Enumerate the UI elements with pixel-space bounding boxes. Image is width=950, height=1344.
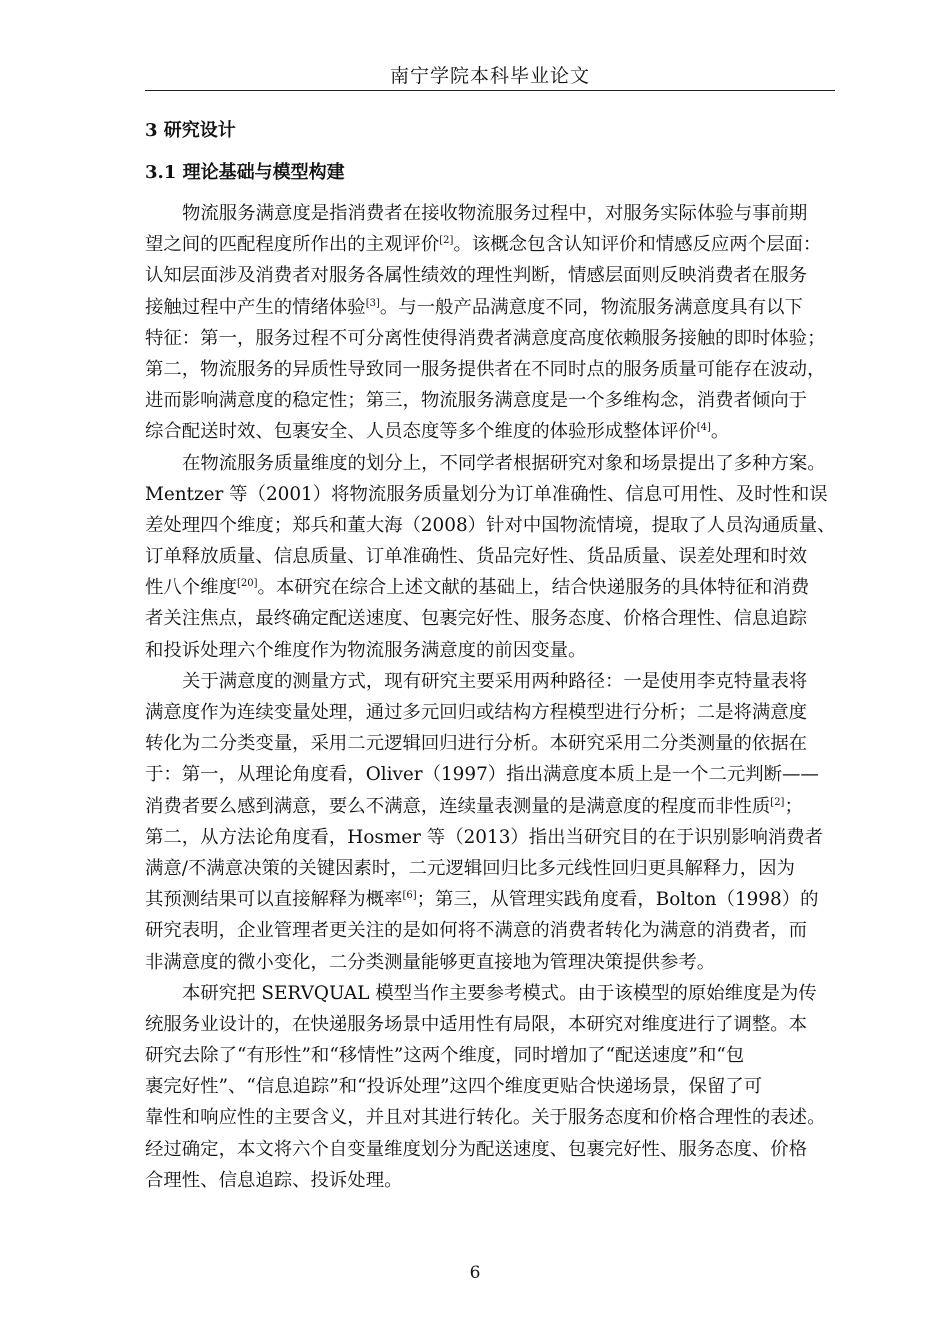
- line-text: 靠性和响应性的主要含义，并且对其进行转化。关于服务态度和价格合理性的表述。: [145, 1107, 826, 1129]
- text-line: [145, 260, 835, 291]
- text-line: [145, 229, 835, 260]
- text-line: [145, 1009, 835, 1040]
- page-number: 6: [469, 1263, 481, 1283]
- line-text-tail: ；: [784, 795, 803, 817]
- citation-superscript: [2]: [439, 235, 454, 247]
- text-line: [145, 198, 835, 229]
- line-text: 经过确定，本文将六个自变量维度划分为配送速度、包裹完好性、服务态度、价格: [145, 1138, 808, 1160]
- text-line: [145, 759, 835, 790]
- line-text: 者关注焦点，最终确定配送速度、包裹完好性、服务态度、价格合理性、信息追踪: [145, 608, 808, 630]
- main-content: [145, 116, 835, 1196]
- line-text: 研究去除了“有形性”和“移情性”这两个维度，同时增加了“配送速度”和“包: [145, 1045, 745, 1067]
- text-line: [145, 354, 835, 385]
- line-text-tail: 。该概念包含认知评价和情感反应两个层面：: [453, 234, 822, 256]
- line-text: 在物流服务质量维度的划分上，不同学者根据研究对象和场景提出了多种方案。: [182, 452, 826, 474]
- line-text: 研究表明，企业管理者更关注的是如何将不满意的消费者转化为满意的消费者，而: [145, 920, 808, 942]
- subsection-heading: 3.1 理论基础与模型构建: [145, 162, 345, 183]
- line-text: 裹完好性”、“信息追踪”和“投诉处理”这四个维度更贴合快递场景，保留了可: [145, 1076, 763, 1098]
- text-line: [145, 791, 835, 822]
- text-line: [145, 1071, 835, 1102]
- citation-superscript: [20]: [236, 578, 258, 590]
- text-line: [145, 884, 835, 915]
- text-line: [145, 1102, 835, 1133]
- line-text-tail: 。本研究在综合上述文献的基础上，结合快递服务的具体特征和消费: [257, 577, 810, 599]
- line-text: 统服务业设计的，在快递服务场景中适用性有局限，本研究对维度进行了调整。本: [145, 1013, 808, 1035]
- header-rule: [145, 90, 835, 91]
- citation-superscript: [3]: [365, 297, 380, 309]
- line-text: 非满意度的微小变化，二分类测量能够更直接地为管理决策提供参考。: [145, 951, 716, 973]
- line-text: 第二，从方法论角度看，Hosmer 等（2013）指出当研究目的在于识别影响消费者: [145, 826, 824, 848]
- line-text-tail: 。: [710, 421, 730, 443]
- text-line: [145, 728, 835, 759]
- line-text: 特征：第一，服务过程不可分离性使得消费者满意度高度依赖服务接触的即时体验；: [145, 327, 826, 349]
- text-line: [145, 666, 835, 697]
- line-text: 满意/不满意决策的关键因素时，二元逻辑回归比多元线性回归更具解释力，因为: [145, 857, 795, 879]
- line-text: 望之间的匹配程度所作出的主观评价: [145, 234, 440, 256]
- text-line: [145, 822, 835, 853]
- line-text: 性八个维度: [145, 577, 237, 599]
- body-text: [145, 198, 835, 1196]
- line-text: 进而影响满意度的稳定性；第三，物流服务满意度是一个多维构念，消费者倾向于: [145, 390, 808, 412]
- text-line: [145, 292, 835, 323]
- text-line: [145, 416, 835, 447]
- text-line: [145, 603, 835, 634]
- line-text: 接触过程中产生的情绪体验: [145, 296, 366, 318]
- line-text: 综合配送时效、包裹安全、人员态度等多个维度的体验形成整体评价: [145, 421, 697, 443]
- line-text-tail: 。与一般产品满意度不同，物流服务满意度具有以下: [379, 296, 803, 318]
- paragraph: [145, 198, 835, 448]
- text-line: [145, 1134, 835, 1165]
- paragraph: [145, 666, 835, 978]
- running-header: 南宁学院本科毕业论文: [389, 65, 590, 87]
- line-text: 转化为二分类变量，采用二元逻辑回归进行分析。本研究采用二分类测量的依据在: [145, 733, 808, 755]
- text-line: [145, 915, 835, 946]
- text-line: [145, 572, 835, 603]
- line-text: 订单释放质量、信息质量、订单准确性、货品完好性、货品质量、误差处理和时效: [145, 546, 808, 568]
- line-text: 于：第一，从理论角度看，Oliver（1997）指出满意度本质上是一个二元判断——: [145, 764, 819, 786]
- citation-superscript: [2]: [770, 796, 785, 808]
- paragraph: [145, 978, 835, 1196]
- text-line: [145, 697, 835, 728]
- line-text: 认知层面涉及消费者对服务各属性绩效的理性判断，情感层面则反映消费者在服务: [145, 265, 808, 287]
- line-text: 物流服务满意度是指消费者在接收物流服务过程中，对服务实际体验与事前期: [182, 203, 808, 224]
- text-line: [145, 510, 835, 541]
- text-line: [145, 947, 835, 978]
- line-text: 本研究把 SERVQUAL 模型当作主要参考模式。由于该模型的原始维度是为传: [182, 982, 817, 1004]
- line-text: Mentzer 等（2001）将物流服务质量划分为订单准确性、信息可用性、及时性和误: [145, 483, 828, 505]
- line-text: 关于满意度的测量方式，现有研究主要采用两种路径：一是使用李克特量表将: [182, 670, 808, 692]
- line-text: 其预测结果可以直接解释为概率: [145, 889, 403, 911]
- line-text: 合理性、信息追踪、投诉处理。: [145, 1169, 403, 1191]
- text-line: [145, 541, 835, 572]
- text-line: [145, 853, 835, 884]
- text-line: [145, 479, 835, 510]
- text-line: [145, 385, 835, 416]
- line-text: 和投诉处理六个维度作为物流服务满意度的前因变量。: [145, 639, 587, 661]
- citation-superscript: [6]: [402, 890, 417, 902]
- text-line: [145, 323, 835, 354]
- text-line: [145, 978, 835, 1009]
- line-text: 差处理四个维度；郑兵和董大海（2008）针对中国物流情境，提取了人员沟通质量、: [145, 514, 835, 536]
- text-line: [145, 1165, 835, 1196]
- text-line: [145, 448, 835, 479]
- text-line: [145, 1040, 835, 1071]
- paragraph: [145, 448, 835, 666]
- line-text: 第二，物流服务的异质性导致同一服务提供者在不同时点的服务质量可能存在波动，: [145, 358, 826, 380]
- text-line: [145, 635, 835, 666]
- line-text: 满意度作为连续变量处理，通过多元回归或结构方程模型进行分析；二是将满意度: [145, 702, 808, 723]
- line-text-tail: ；第三，从管理实践角度看，Bolton（1998）的: [416, 889, 819, 911]
- section-heading: 3 研究设计: [145, 120, 236, 141]
- citation-superscript: [4]: [696, 422, 711, 434]
- line-text: 消费者要么感到满意，要么不满意，连续量表测量的是满意度的程度而非性质: [145, 795, 771, 817]
